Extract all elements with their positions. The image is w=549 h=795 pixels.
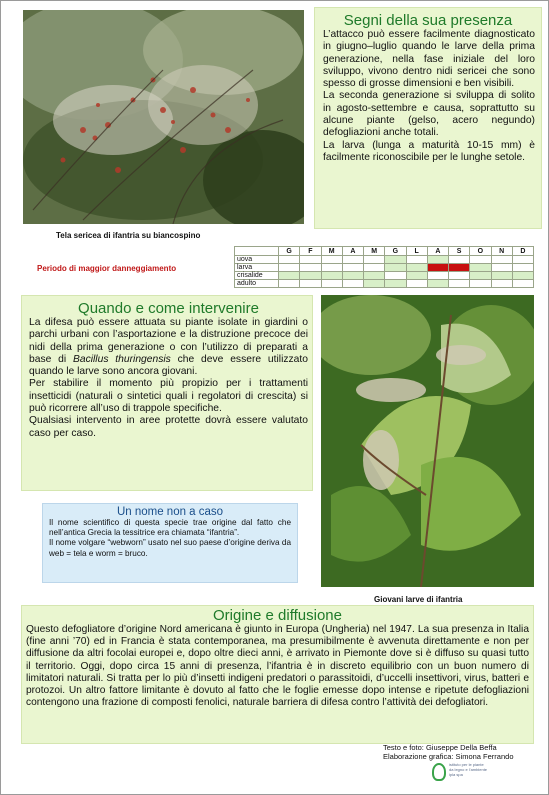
calendar-stage-label: adulto [235,280,279,288]
credits-graphics: Elaborazione grafica: Simona Ferrando [383,752,514,761]
intervention-text-part: che deve essere utilizzato quando le larve sono ancora giovani. [29,353,308,378]
origin-section [21,605,534,744]
calendar-cell [279,264,300,272]
calendar-cell [321,272,342,280]
ipla-logo-mark [432,763,446,781]
calendar-cell [449,280,470,288]
damage-period-label: Periodo di maggior danneggiamento [37,264,177,273]
signs-text [321,29,535,164]
calendar-cell [300,280,321,288]
calendar-cell [491,256,512,264]
calendar-cell [512,256,533,264]
calendar-stage-label: uova [235,256,279,264]
calendar-cell [406,272,427,280]
name-origin-box [42,503,298,583]
calendar-cell [342,264,363,272]
calendar-cell [449,272,470,280]
intervention-title: Quando e come intervenire [78,300,259,317]
name-origin-title: Un nome non a caso [116,506,224,518]
calendar-cell [279,256,300,264]
calendar-month-10: O [470,247,491,256]
calendar-cell [300,272,321,280]
young-larvae-caption: Giovani larve di ifantria [374,595,463,604]
credits [383,743,514,761]
calendar-cell [427,272,448,280]
signs-paragraph: La larva (lunga a maturità 10-15 mm) è facilmente riconoscibile per le lunghe setole. [323,139,535,163]
name-origin-text [49,518,291,559]
calendar-cell [491,280,512,288]
life-cycle-calendar [234,246,534,288]
origin-text: Questo defogliatore d’origine Nord americana è giunto in Europa (Ungheria) nel 1947. La sua presenza in Italia (fine anni ’70) ed in Francia è stata contemporanea, ma presumibilmente è avvenuta direttamente e non per diffusione da altri focolai europei e, dopo oltre dieci anni, è arrivato in Piemonte dove si è diffuso su quasi tutto il territorio. Oggi, dopo circa 15 anni di presenza, l’ifantria è in discreto equilibrio con un buon numero di limitatori naturali. Si tratta per lo più d’insetti indigeni predatori o parassitoidi, d’uccelli insettivori, virus, batteri e protozoi. Un altro fattore limitante è dovuto al fatto che le foglie emesse dopo intense e ripetute defogliazioni contengono una frazione di composti fenolici, naturale barriera di difesa contro l’attività dei defogliatori. [26,624,529,709]
calendar-cell [406,264,427,272]
silk-nest-photo [23,10,304,224]
calendar-corner [235,247,279,256]
calendar-month-6: G [385,247,406,256]
calendar-stage-label: crisalide [235,272,279,280]
bacillus-name: Bacillus thuringensis [72,353,171,365]
calendar-cell [512,272,533,280]
signs-paragraph: L’attacco può essere facilmente diagnosticato in giugno–luglio quando le larve della prima generazione, nella fase iniziale del loro sviluppo, vivono dentro nidi sericei che sono spesso di grosse dimensioni e ben visibili. [323,29,535,90]
calendar-row-adulto [235,280,534,288]
calendar-cell [342,256,363,264]
calendar-cell [279,280,300,288]
calendar-cell [470,256,491,264]
calendar-month-row [235,247,534,256]
intervention-paragraph: Qualsiasi intervento in aree protette dovrà essere valutato caso per caso. [29,415,308,439]
calendar-month-7: L [406,247,427,256]
calendar-cell [491,272,512,280]
calendar-month-9: S [449,247,470,256]
signs-title: Segni della sua presenza [343,12,513,29]
calendar-cell [279,272,300,280]
calendar-cell [470,280,491,288]
calendar-month-12: D [512,247,533,256]
intervention-paragraph: Per stabilire il momento più propizio per i trattamenti insetticidi (naturali o sintetici quali i regolatori di crescita) si può ricorrere all’uso di trappole specifiche. [29,378,308,415]
calendar-cell [449,256,470,264]
silk-nest-illustration [23,10,304,224]
calendar-stage-label: larva [235,264,279,272]
calendar-cell [385,272,406,280]
calendar-body [235,256,534,288]
calendar-cell [427,256,448,264]
calendar-cell [406,280,427,288]
ipla-logo-text: istituto per le piante da legno e l’ambiente ipla spa [449,762,488,777]
calendar-cell [300,264,321,272]
calendar-cell [512,280,533,288]
intervention-paragraph [29,317,308,378]
calendar-row-uova [235,256,534,264]
calendar-cell [406,256,427,264]
calendar-row-larva [235,264,534,272]
calendar-cell [491,264,512,272]
ipla-logo [432,761,490,785]
origin-title: Origine e diffusione [213,607,342,624]
intervention-text [29,317,308,440]
calendar-cell [427,280,448,288]
calendar-row-crisalide [235,272,534,280]
calendar-cell [470,272,491,280]
calendar-cell [427,264,448,272]
calendar-month-4: A [342,247,363,256]
calendar-cell [342,272,363,280]
calendar-cell [364,264,385,272]
name-origin-paragraph: Il nome scientifico di questa specie trae origine dal fatto che nell’antica Grecia la tessitrice era chiamata “ifantria”. [49,518,291,538]
calendar-month-11: N [491,247,512,256]
intervention-text-part: La difesa può essere attuata su piante isolate in giardini o parchi urbani con l’asportazione e la distruzione precoce dei nidi della prima generazione o con l’utilizzo di preparati a base di [29,317,308,365]
calendar-cell [342,280,363,288]
young-larvae-photo [321,295,534,587]
credits-text-photo: Testo e foto: Giuseppe Della Beffa [383,743,497,752]
signs-paragraph: La seconda generazione si sviluppa di solito in agosto-settembre e causa, soprattutto su alcune piante (gelso, acero negundo) defogliazioni anche totali. [323,90,535,139]
calendar-cell [385,264,406,272]
calendar-cell [385,256,406,264]
calendar-cell [321,280,342,288]
calendar-cell [364,256,385,264]
intervention-section [21,295,313,491]
signs-section [314,7,542,229]
calendar-cell [321,256,342,264]
name-origin-paragraph: Il nome volgare “webworn” usato nel suo paese d’origine deriva da web = tela e worm = bruco. [49,538,291,558]
calendar-cell [449,264,470,272]
calendar-month-3: M [321,247,342,256]
calendar-cell [364,272,385,280]
calendar-month-5: M [364,247,385,256]
calendar-cell [364,280,385,288]
silk-nest-caption: Tela sericea di ifantria su biancospino [56,231,201,240]
calendar-cell [321,264,342,272]
leaves-illustration [321,295,534,587]
calendar-month-2: F [300,247,321,256]
calendar-cell [300,256,321,264]
calendar-cell [512,264,533,272]
calendar-month-8: A [427,247,448,256]
calendar-cell [470,264,491,272]
calendar-cell [385,280,406,288]
calendar-month-1: G [279,247,300,256]
